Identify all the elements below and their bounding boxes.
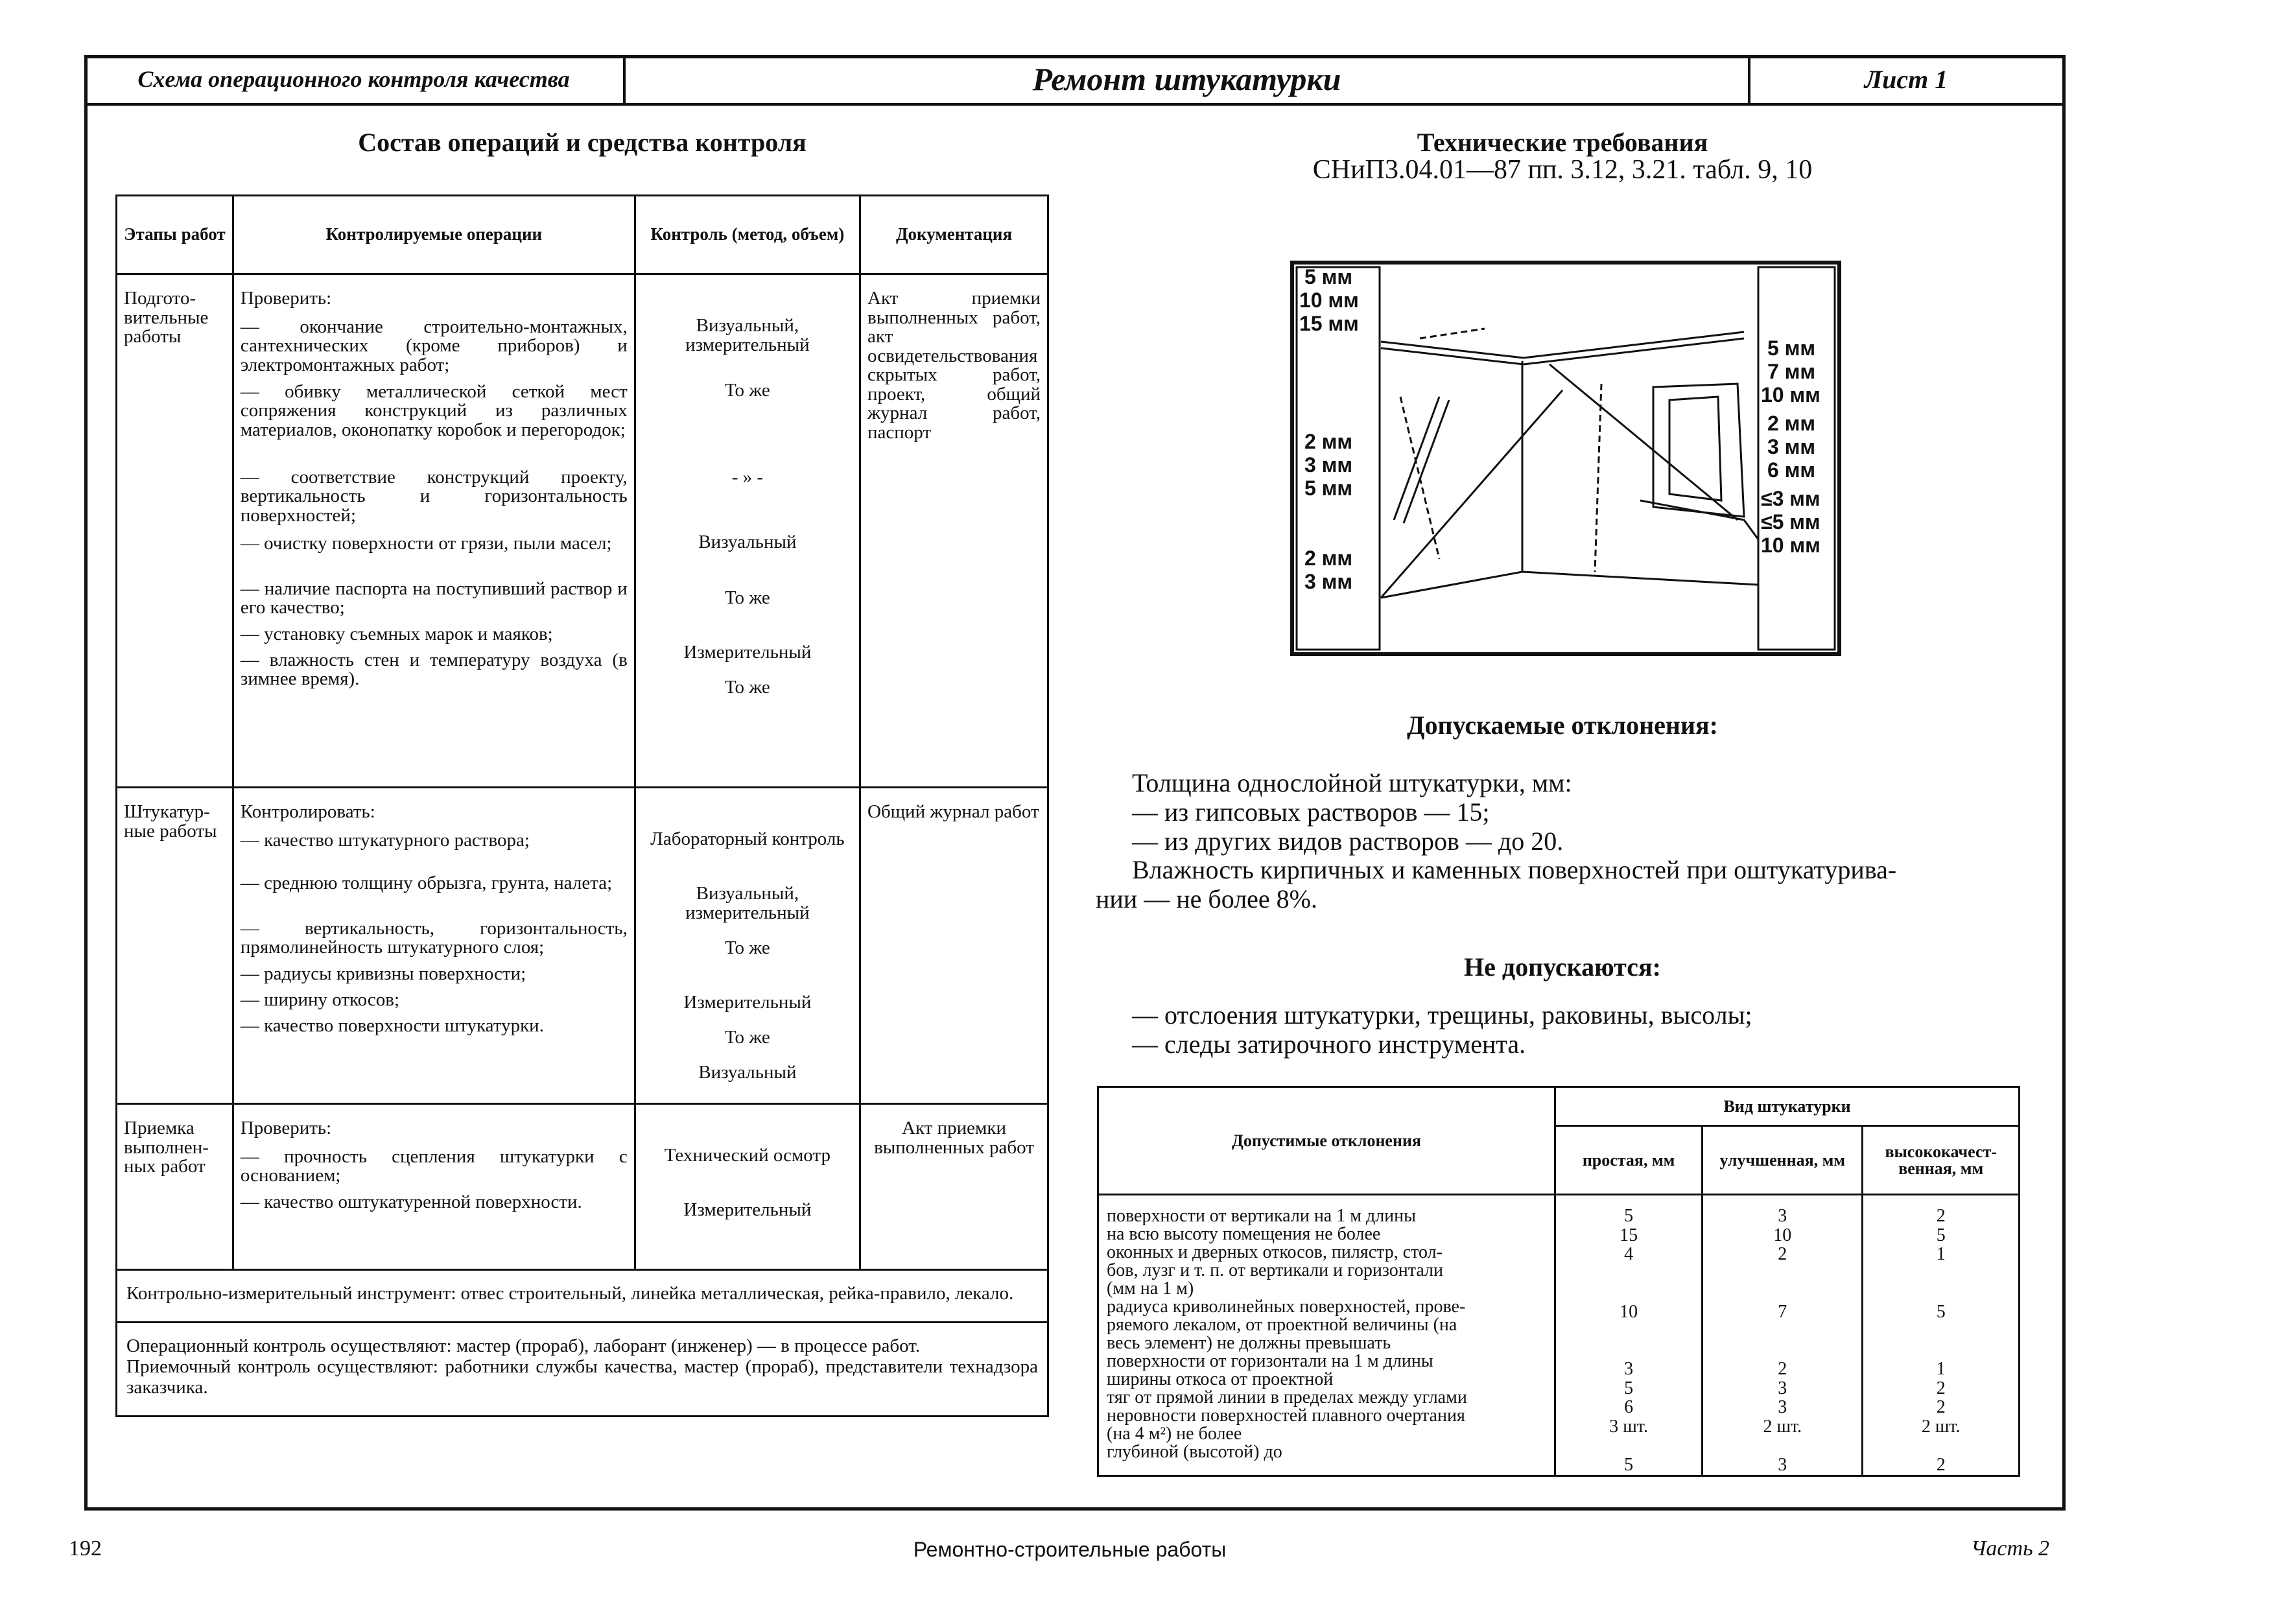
table-cell xyxy=(1556,1341,1701,1361)
page-number: 192 xyxy=(69,1536,102,1560)
operation-item: — очистку поверхности от грязи, пыли масел; xyxy=(240,532,612,554)
control-method: Визуальный, измерительный xyxy=(685,315,810,355)
col-deviation: Допустимые отклонения xyxy=(1098,1087,1555,1195)
operation-item: — влажность стен и температуру воздуха (в зимнее время). xyxy=(240,649,628,690)
diagram-label: 2 мм xyxy=(1767,412,1816,435)
table-cell: 3 шт. xyxy=(1609,1416,1648,1437)
operation-item: — качество поверхности штукатурки. xyxy=(240,1015,544,1036)
col-control: Контроль (метод, объем) xyxy=(635,196,860,274)
control-method: Измерительный xyxy=(683,992,812,1013)
table-row: радиуса криволинейных поверхностей, прове- xyxy=(1107,1297,1466,1317)
stage-row-preparation xyxy=(117,274,1048,788)
table-cell: 5 xyxy=(1936,1301,1946,1322)
stage-intro: Проверить: xyxy=(240,1118,332,1138)
col-plaster-type: Вид штукатурки xyxy=(1555,1087,2020,1126)
table-cell xyxy=(1703,1341,1861,1361)
table-cell xyxy=(1703,1284,1861,1303)
control-method: Измерительный xyxy=(683,1199,812,1220)
table-cell: 5 xyxy=(1624,1454,1634,1475)
tech-requirements-title: Технические требования xyxy=(1417,128,1708,157)
table-cell: 15 xyxy=(1620,1225,1638,1245)
diagram-label: 3 мм xyxy=(1304,570,1353,593)
control-method: Лабораторный контроль xyxy=(650,829,845,849)
table-cell: 5 xyxy=(1936,1225,1946,1245)
control-method: Технический осмотр xyxy=(664,1145,831,1166)
header-left: Схема операционного контроля качества xyxy=(84,55,626,103)
table-cell xyxy=(1863,1437,2018,1456)
operation-item: — вертикальность, горизонтальность, прямолинейность штукатурного слоя; xyxy=(240,917,628,958)
control-method: То же xyxy=(724,677,770,698)
table-row: (мм на 1 м) xyxy=(1107,1278,1194,1299)
control-method: Визуальный xyxy=(698,1062,797,1083)
control-method: Визуальный, измерительный xyxy=(685,883,810,923)
operation-item: — окончание строительно-монтажных, сантехнических (кроме приборов) и электромонтажных работ; xyxy=(240,316,628,375)
improved-values xyxy=(1703,1195,1863,1476)
control-method: То же xyxy=(724,380,770,401)
operation-item: — качество штукатурного раствора; xyxy=(240,829,530,851)
table-row: бов, лузг и т. п. от вертикали и горизонтали xyxy=(1107,1260,1443,1280)
table-row: ряемого лекалом, от проектной величины (на xyxy=(1107,1315,1457,1335)
table-cell: 10 xyxy=(1620,1301,1638,1322)
table-row: (на 4 м²) не более xyxy=(1107,1424,1242,1444)
table-row: глубиной (высотой) до xyxy=(1107,1442,1282,1462)
control-row xyxy=(117,1322,1048,1416)
deviations-table xyxy=(1097,1086,2020,1477)
stage-name: Штукатур-ные работы xyxy=(124,801,217,841)
stage-row-acceptance xyxy=(117,1104,1048,1270)
control-method: То же xyxy=(724,587,770,608)
table-row: оконных и дверных откосов, пилястр, стол- xyxy=(1107,1242,1443,1262)
operation-item: — среднюю толщину обрызга, грунта, налета; xyxy=(240,872,613,893)
operation-item: — наличие паспорта на поступивший раствор и его качество; xyxy=(240,578,628,618)
diagram-label: ≤5 мм xyxy=(1761,510,1821,534)
operation-item: — качество оштукатуренной поверхности. xyxy=(240,1191,582,1212)
operation-item: — радиусы кривизны поверхности; xyxy=(240,963,526,984)
table-cell xyxy=(1863,1341,2018,1361)
diagram-label: 2 мм xyxy=(1304,430,1353,453)
control-method: - » - xyxy=(731,467,764,488)
instrument-row xyxy=(117,1270,1048,1323)
diagram-label: 6 мм xyxy=(1767,458,1816,482)
control-method: То же xyxy=(724,1027,770,1048)
operations-table xyxy=(115,194,1049,1417)
control-method: То же xyxy=(724,937,770,958)
allowed-line: нии — не более 8%. xyxy=(1096,884,1317,914)
table-cell: 5 xyxy=(1624,1206,1634,1226)
table-cell: 7 xyxy=(1778,1301,1787,1322)
part-label: Часть 2 xyxy=(1971,1536,2050,1560)
table-cell xyxy=(1703,1322,1861,1341)
col-simple: простая, мм xyxy=(1555,1126,1703,1195)
table-cell xyxy=(1863,1284,2018,1303)
allowed-deviations-text xyxy=(1096,769,2029,914)
header-bar xyxy=(84,55,2066,106)
diagram-label: ≤3 мм xyxy=(1761,487,1821,510)
operation-item: — соответствие конструкций проекту, вертикальность и горизонтальность поверхностей; xyxy=(240,466,628,526)
simple-values xyxy=(1555,1195,1703,1476)
table-cell: 3 xyxy=(1778,1378,1787,1398)
table-cell: 2 шт. xyxy=(1763,1416,1802,1437)
stage-name: Подгото-вительные работы xyxy=(124,288,209,347)
not-allowed-line: — отслоения штукатурки, трещины, раковины, высолы; xyxy=(1132,1000,1752,1030)
stage-name: Приемка выполнен-ных работ xyxy=(124,1118,209,1177)
diagram-label: 7 мм xyxy=(1767,360,1816,383)
table-cell: 1 xyxy=(1936,1359,1946,1379)
table-cell: 6 xyxy=(1624,1397,1634,1417)
table-cell xyxy=(1703,1437,1861,1456)
table-row: ширины откоса от проектной xyxy=(1107,1369,1334,1389)
control-method: Измерительный xyxy=(683,642,812,663)
table-cell: 2 xyxy=(1936,1454,1946,1475)
not-allowed-text xyxy=(1132,1001,2027,1059)
table-header-row xyxy=(117,196,1048,274)
stage-intro: Проверить: xyxy=(240,288,332,309)
table-row: весь элемент) не должны превышать xyxy=(1107,1333,1391,1353)
ops-section-title: Состав операций и средства контроля xyxy=(358,128,807,157)
stage-row-plastering xyxy=(117,788,1048,1104)
control-method: Визуальный xyxy=(698,532,797,552)
table-cell xyxy=(1556,1284,1701,1303)
diagram-label: 10 мм xyxy=(1299,288,1359,312)
operation-item: — установку съемных марок и маяков; xyxy=(240,623,553,644)
not-allowed-line: — следы затирочного инструмента. xyxy=(1132,1029,1526,1059)
allowed-line: — из гипсовых растворов — 15; xyxy=(1132,797,1490,827)
col-operations: Контролируемые операции xyxy=(233,196,635,274)
table-cell: 3 xyxy=(1624,1359,1634,1379)
table-cell xyxy=(1556,1437,1701,1456)
col-docs: Документация xyxy=(860,196,1048,274)
tech-requirements-ref: СНиП3.04.01—87 пп. 3.12, 3.21. табл. 9, 10 xyxy=(1312,155,1813,185)
diagram-label: 15 мм xyxy=(1299,312,1359,335)
operation-item: — обивку металлической сеткой мест сопряжения конструкций из различных материалов, оконопатку коробок и перегородок; xyxy=(240,381,628,440)
col-improved: улучшенная, мм xyxy=(1703,1126,1863,1195)
diagram-label: 10 мм xyxy=(1761,383,1821,406)
table-cell: 1 xyxy=(1936,1244,1946,1264)
table-cell: 2 xyxy=(1778,1359,1787,1379)
table-cell: 3 xyxy=(1778,1206,1787,1226)
deviation-descriptions xyxy=(1098,1195,1555,1476)
table-cell: 10 xyxy=(1773,1225,1792,1245)
room-diagram xyxy=(1290,261,1841,656)
table-cell xyxy=(1556,1265,1701,1284)
high-quality-values xyxy=(1863,1195,2020,1476)
diagram-label: 2 мм xyxy=(1304,547,1353,570)
stage-intro: Контролировать: xyxy=(240,801,375,822)
col-high-quality: высококачест-венная, мм xyxy=(1863,1126,2020,1195)
diagram-label: 5 мм xyxy=(1304,265,1353,288)
table-cell: 2 xyxy=(1936,1397,1946,1417)
allowed-line: — из других видов растворов — до 20. xyxy=(1132,826,1564,856)
documentation: Акт приемки выполненных работ, акт освидетельствования скрытых работ, проект, общий журнал работ, паспорт xyxy=(867,288,1041,443)
col-stage: Этапы работ xyxy=(117,196,233,274)
instrument-note: Контрольно-измерительный инструмент: отвес строительный, линейка металлическая, рейка-правило, лекало. xyxy=(126,1283,1014,1304)
table-row: неровности поверхностей плавного очертания xyxy=(1107,1406,1465,1426)
table-cell: 4 xyxy=(1624,1244,1634,1264)
table-cell xyxy=(1556,1322,1701,1341)
table-cell: 5 xyxy=(1624,1378,1634,1398)
acceptance-control-note: Приемочный контроль осуществляют: работники службы качества, мастер (прораб), представители технадзора заказчика. xyxy=(126,1356,1038,1398)
table-row: на всю высоту помещения не более xyxy=(1107,1224,1381,1244)
table-cell: 3 xyxy=(1778,1454,1787,1475)
header-title: Ремонт штукатурки xyxy=(626,55,1750,103)
table-row: поверхности от горизонтали на 1 м длины xyxy=(1107,1351,1433,1371)
table-row: тяг от прямой линии в пределах между углами xyxy=(1107,1387,1467,1407)
header-sheet: Лист 1 xyxy=(1864,64,1948,94)
operation-item: — прочность сцепления штукатурки с основанием; xyxy=(240,1146,628,1186)
table-cell: 2 xyxy=(1936,1206,1946,1226)
book-title: Ремонтно-строительные работы xyxy=(913,1538,1227,1561)
not-allowed-title: Не допускаются: xyxy=(1463,952,1661,982)
allowed-deviations-title: Допускаемые отклонения: xyxy=(1407,711,1718,740)
diagram-label: 3 мм xyxy=(1304,453,1353,477)
operation-item: — ширину откосов; xyxy=(240,989,399,1010)
diagram-label: 3 мм xyxy=(1767,435,1816,458)
diagram-label: 5 мм xyxy=(1304,477,1353,500)
diagram-label: 5 мм xyxy=(1767,336,1816,360)
table-cell xyxy=(1703,1265,1861,1284)
allowed-line: Толщина однослойной штукатурки, мм: xyxy=(1132,768,1572,797)
table-cell xyxy=(1863,1322,2018,1341)
table-cell: 2 xyxy=(1936,1378,1946,1398)
table-cell: 2 xyxy=(1778,1244,1787,1264)
operational-control-note: Операционный контроль осуществляют: мастер (прораб), лаборант (инженер) — в процессе работ. xyxy=(126,1335,920,1356)
table-cell xyxy=(1863,1265,2018,1284)
documentation: Общий журнал работ xyxy=(867,801,1039,822)
table-row: поверхности от вертикали на 1 м длины xyxy=(1107,1206,1416,1226)
table-cell: 2 шт. xyxy=(1921,1416,1961,1437)
diagram-label: 10 мм xyxy=(1761,534,1821,557)
table-cell: 3 xyxy=(1778,1397,1787,1417)
allowed-line: Влажность кирпичных и каменных поверхностей при оштукатурива- xyxy=(1132,855,1897,885)
documentation: Акт приемки выполненных работ xyxy=(874,1118,1034,1158)
